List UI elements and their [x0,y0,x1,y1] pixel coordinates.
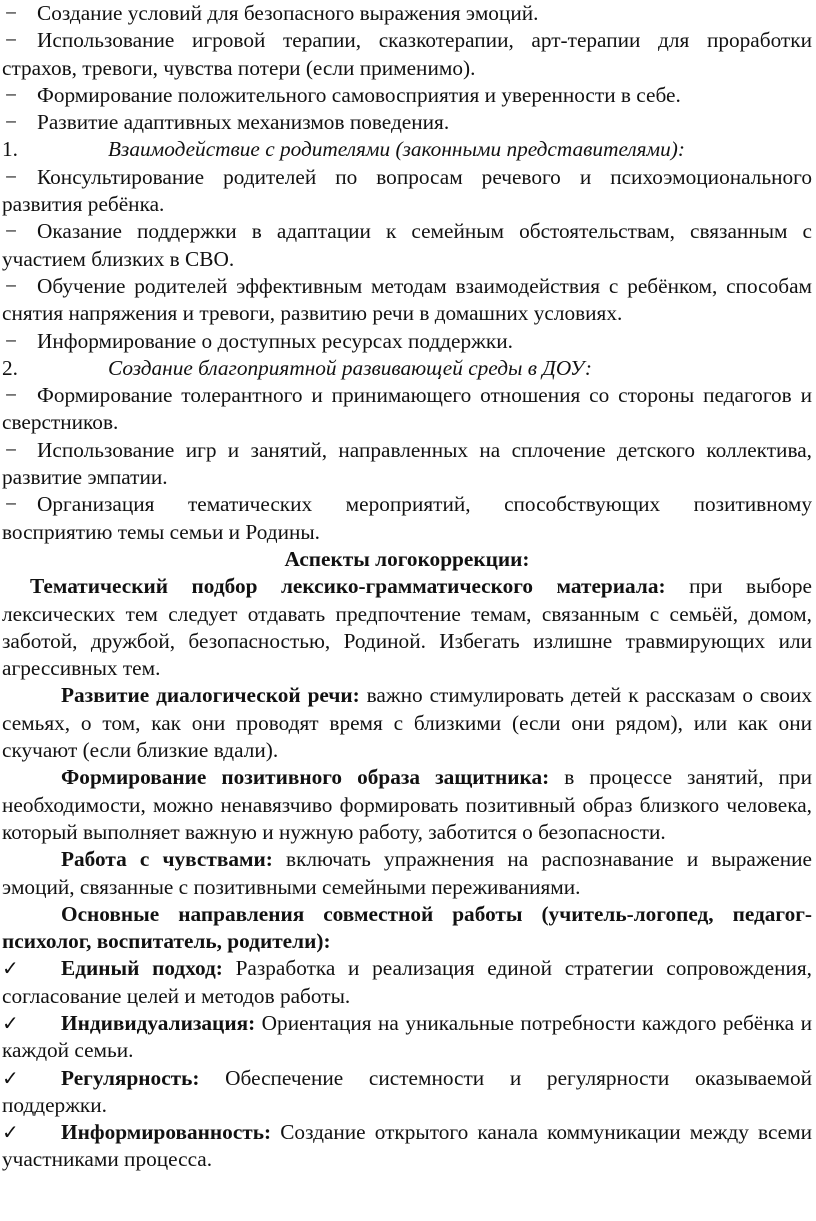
aspect-paragraph: Развитие диалогической речи: важно стимулировать детей к рассказам о своих семьях, о том, как они проводят время с близкими (если они рядом), или как они скучают (если близкие вдали). [2,683,812,763]
dash-marker: − [5,492,18,517]
dash-marker: − [5,273,18,298]
dash-marker: − [5,328,18,353]
check-icon: ✓ [2,1010,19,1035]
list-item: − Оказание поддержки в адаптации к семейным обстоятельствам, связанным с участием близких в СВО. [2,219,812,271]
dash-marker: − [5,437,18,462]
list-item: − Создание условий для безопасного выражения эмоций. [2,0,812,27]
dash-marker: − [5,28,18,53]
dash-marker: − [5,110,18,135]
list-item: − Организация тематических мероприятий, способствующих позитивному восприятию темы семьи и Родины. [2,492,812,544]
list-item: − Формирование положительного самовосприятия и уверенности в себе. [2,82,812,109]
checklist-item: ✓ Регулярность: Обеспечение системности и регулярности оказываемой поддержки. [2,1065,812,1117]
list-item: − Развитие адаптивных механизмов поведения. [2,109,812,136]
checklist-item: ✓ Информированность: Создание открытого канала коммуникации между всеми участниками процесса. [2,1120,812,1172]
section-heading-environment: 2. Создание благоприятной развивающей среды в ДОУ: [2,355,592,380]
list-item: − Формирование толерантного и принимающего отношения со стороны педагогов и сверстников. [2,383,812,435]
list-item: − Использование игр и занятий, направленных на сплочение детского коллектива, развитие эмпатии. [2,437,812,490]
checklist-item: ✓ Единый подход: Разработка и реализация единой стратегии сопровождения, согласование целей и методов работы. [2,956,812,1008]
list-item: − Информирование о доступных ресурсах поддержки. [2,328,812,355]
dash-marker: − [5,1,18,25]
document-content [2,0,812,1174]
check-icon: ✓ [2,1120,19,1145]
dash-marker: − [5,383,18,408]
check-icon: ✓ [2,1065,19,1090]
aspect-paragraph: Тематический подбор лексико-грамматического материала: при выборе лексических тем следует отдавать предпочтение темам, связанным с семьёй, домом, заботой, дружбой, безопасностью, Родиной. Избегать излишне травмирующих или агрессивных тем. [2,574,812,681]
dash-marker: − [5,219,18,244]
check-icon: ✓ [2,956,19,981]
list-item: − Обучение родителей эффективным методам взаимодействия с ребёнком, способам снятия напряжения и тревоги, развитию речи в домашних условиях. [2,273,812,326]
dash-marker: − [5,82,18,107]
dash-marker: − [5,164,18,189]
directions-heading: Основные направления совместной работы (учитель-логопед, педагог-психолог, воспитатель, родители): [2,901,812,954]
aspect-paragraph: Работа с чувствами: включать упражнения на распознавание и выражение эмоций, связанные с позитивными семейными переживаниями. [2,847,812,899]
section-heading-parents: 1. Взаимодействие с родителями (законными представителями): [2,137,685,162]
list-item: − Консультирование родителей по вопросам речевого и психоэмоционального развития ребёнка. [2,164,812,217]
aspects-heading: Аспекты логокоррекции: [284,546,530,571]
aspect-paragraph: Формирование позитивного образа защитника: в процессе занятий, при необходимости, можно ненавязчиво формировать позитивный образ близкого человека, который выполняет важную и нужную работу, заботится о безопасности. [2,765,812,844]
checklist-item: ✓ Индивидуализация: Ориентация на уникальные потребности каждого ребёнка и каждой семьи. [2,1010,812,1063]
list-item: − Использование игровой терапии, сказкотерапии, арт-терапии для проработки страхов, тревоги, чувства потери (если применимо). [2,28,812,80]
